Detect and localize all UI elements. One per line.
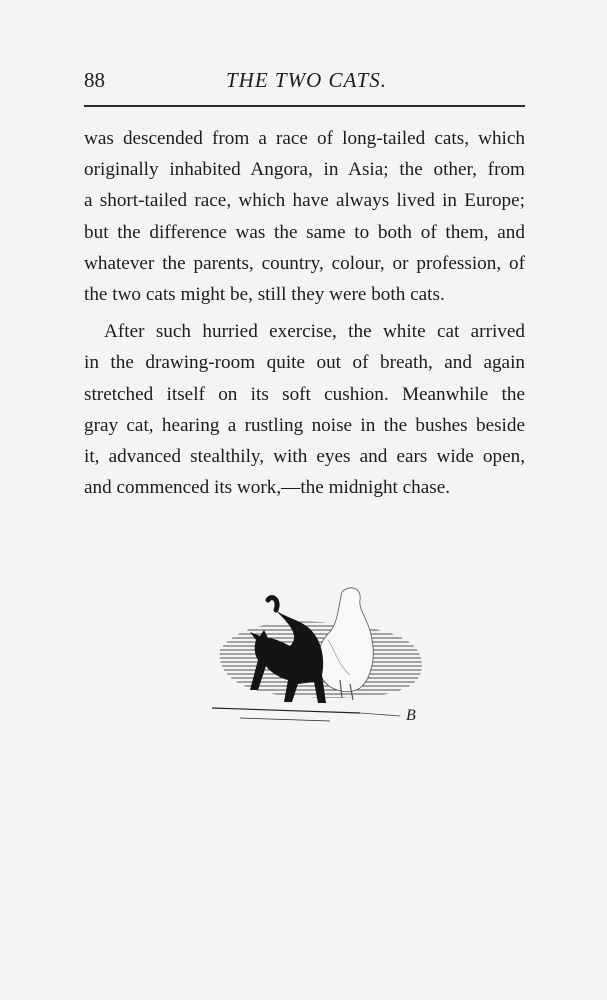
- text-line: stretched itself on its soft cushion. Meanwhile the: [84, 383, 525, 405]
- text-line: in the drawing-room quite out of breath, and again: [84, 352, 525, 374]
- text-line: originally inhabited Angora, in Asia; the other, from: [84, 159, 525, 181]
- body-text: [84, 123, 525, 503]
- paragraph-2: [84, 316, 525, 503]
- text-line: gray cat, hearing a rustling noise in the bushes beside: [84, 414, 525, 436]
- running-title: THE TWO CATS.: [226, 68, 387, 92]
- page-header: [84, 68, 524, 100]
- white-cat: [318, 588, 374, 692]
- cats-illustration: [210, 580, 430, 730]
- text-line-indented: [84, 316, 525, 347]
- page-number: 88: [84, 68, 105, 92]
- text-line-content: After such hurried exercise, the white cat arrived: [104, 321, 525, 343]
- artist-signature: B: [406, 707, 416, 724]
- text-line: but the difference was the same to both of them, and: [84, 221, 525, 243]
- text-line: a short-tailed race, which have always lived in Europe;: [84, 190, 525, 212]
- paragraph-1: [84, 123, 525, 310]
- text-line: and commenced its work,—the midnight chase.: [84, 477, 451, 499]
- text-line: whatever the parents, country, colour, or profession, of: [84, 252, 525, 274]
- text-line: was descended from a race of long-tailed cats, which: [84, 128, 525, 149]
- text-line: the two cats might be, still they were both cats.: [84, 284, 445, 306]
- header-rule: [84, 105, 525, 107]
- text-line: it, advanced stealthily, with eyes and ears wide open,: [84, 446, 525, 468]
